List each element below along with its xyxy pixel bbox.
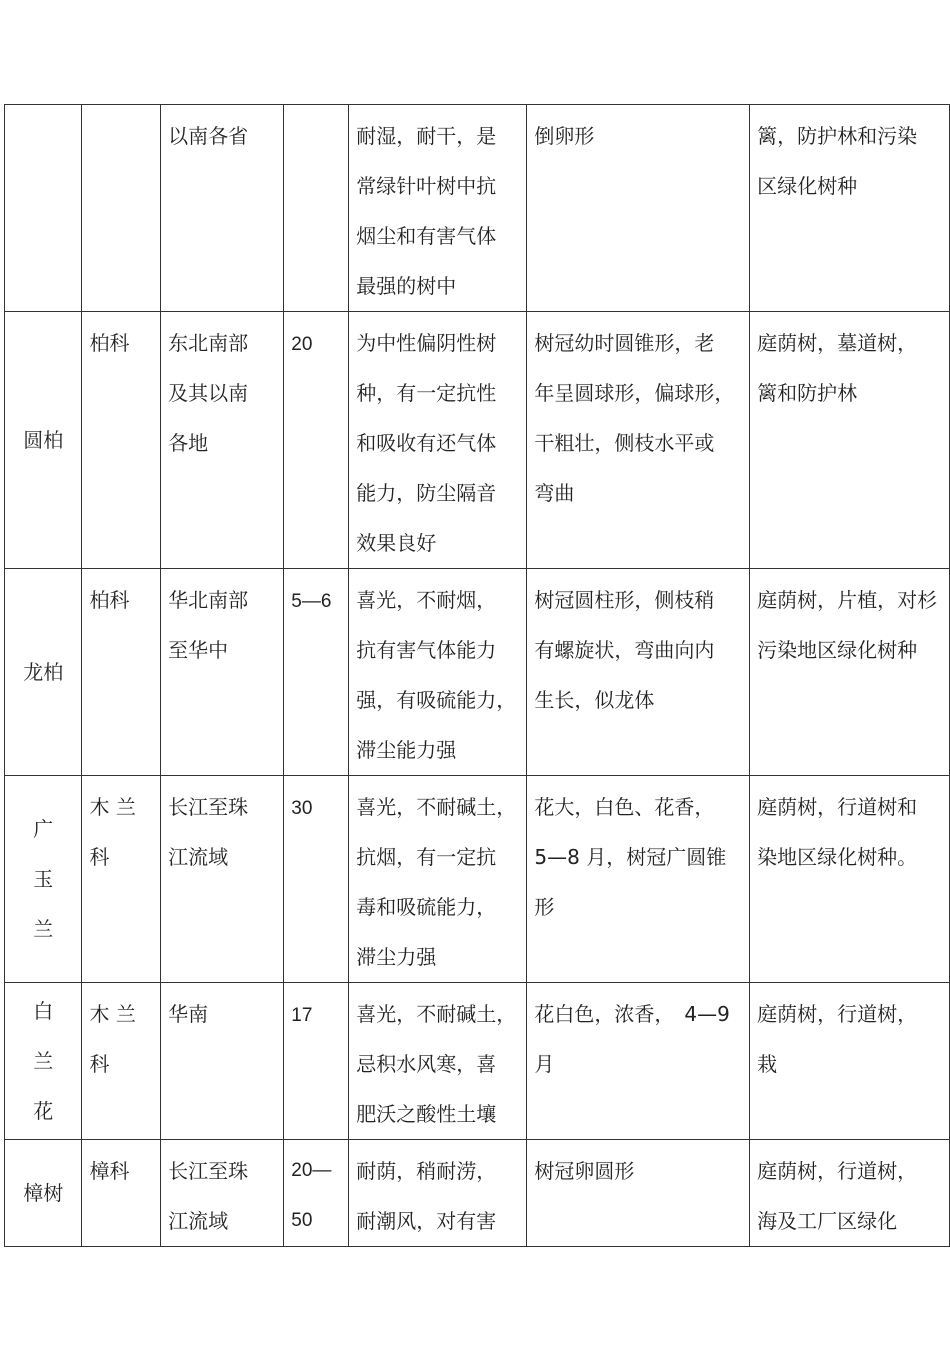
tree-name-cell [5, 105, 82, 312]
region-cell [161, 983, 284, 1140]
height-line: 50 [291, 1210, 313, 1231]
habit-line: 抗有害气体能力 [356, 638, 497, 662]
habit-line: 和吸收有还气体 [356, 431, 497, 455]
form-line: 弯曲 [534, 481, 575, 505]
form-line: 树冠圆柱形，侧枝稍 [534, 588, 715, 612]
form-line: 生长，似龙体 [534, 688, 655, 712]
habit-cell [349, 1140, 527, 1247]
tree-name-cell [5, 312, 82, 569]
form-line: 花大，白色、花香， [534, 795, 715, 819]
family-cell [82, 569, 161, 776]
use-cell [750, 1140, 950, 1247]
tree-name-cell [5, 983, 82, 1140]
region-line: 江流域 [168, 845, 229, 869]
region-cell [161, 1140, 284, 1247]
family-line: 木 兰 [89, 795, 136, 819]
tree-name-char: 广 [33, 817, 54, 841]
region-text: 以南各省 [168, 124, 249, 148]
habit-cell [349, 569, 527, 776]
table-row [5, 569, 950, 776]
height-cell [284, 312, 349, 569]
region-line: 长江至珠 [168, 795, 249, 819]
height-line: 20— [291, 1160, 332, 1181]
tree-name-char: 玉 [33, 867, 54, 891]
region-line: 华南 [168, 1002, 209, 1026]
tree-name-cell [5, 1140, 82, 1247]
height-value: 5—6 [291, 591, 332, 612]
use-line: 栽 [757, 1052, 778, 1076]
family-cell [82, 1140, 161, 1247]
form-line: 月 [534, 1052, 555, 1076]
habit-line: 喜光，不耐烟， [356, 588, 497, 612]
form-line: 倒卵形 [534, 124, 595, 148]
form-line: 干粗壮，侧枝水平或 [534, 431, 715, 455]
tree-name: 龙柏 [23, 660, 64, 684]
region-line: 各地 [168, 431, 209, 455]
height-cell [284, 569, 349, 776]
habit-line: 耐潮风，对有害 [356, 1209, 497, 1233]
family-line: 科 [89, 1052, 110, 1076]
use-cell [750, 105, 950, 312]
use-cell [750, 983, 950, 1140]
family-cell [82, 312, 161, 569]
habit-line: 最强的树中 [356, 274, 457, 298]
region-cell [161, 105, 284, 312]
family-text: 柏科 [89, 588, 130, 612]
form-cell [527, 1140, 750, 1247]
habit-line: 抗烟，有一定抗 [356, 845, 497, 869]
form-cell [527, 569, 750, 776]
height-value: 30 [291, 798, 313, 819]
use-line: 庭荫树，墓道树， [757, 331, 918, 355]
tree-name: 圆柏 [23, 428, 64, 452]
use-line: 庭荫树，行道树和 [757, 795, 918, 819]
habit-line: 种，有一定抗性 [356, 381, 497, 405]
habit-cell [349, 983, 527, 1140]
use-line: 庭荫树，行道树， [757, 1159, 918, 1183]
tree-name-char: 白 [33, 999, 54, 1023]
family-cell [82, 105, 161, 312]
form-cell [527, 983, 750, 1140]
use-cell [750, 776, 950, 983]
tree-name: 樟树 [23, 1181, 64, 1205]
region-cell [161, 776, 284, 983]
region-line: 东北南部 [168, 331, 249, 355]
use-line: 海及工厂区绿化 [757, 1209, 898, 1233]
table-row [5, 1140, 950, 1247]
habit-line: 耐荫，稍耐涝， [356, 1159, 497, 1183]
habit-line: 忌积水风寒，喜 [356, 1052, 497, 1076]
habit-cell [349, 312, 527, 569]
use-cell [750, 569, 950, 776]
use-line: 庭荫树，行道树， [757, 1002, 918, 1026]
habit-line: 效果良好 [356, 531, 437, 555]
use-line: 篱，防护林和污染 [757, 124, 918, 148]
form-line: 树冠幼时圆锥形，老 [534, 331, 715, 355]
form-line: 花白色，浓香， 4—9 [534, 1002, 730, 1026]
height-cell [284, 105, 349, 312]
habit-line: 喜光，不耐碱土， [356, 795, 517, 819]
tree-name-cell [5, 569, 82, 776]
form-cell [527, 776, 750, 983]
region-line: 至华中 [168, 638, 229, 662]
habit-line: 滞尘能力强 [356, 738, 457, 762]
height-cell [284, 1140, 349, 1247]
region-line: 长江至珠 [168, 1159, 249, 1183]
family-cell [82, 776, 161, 983]
family-cell [82, 983, 161, 1140]
form-line: 有螺旋状，弯曲向内 [534, 638, 715, 662]
habit-line: 肥沃之酸性土壤 [356, 1102, 497, 1126]
family-line: 科 [89, 845, 110, 869]
region-cell [161, 312, 284, 569]
form-line: 形 [534, 895, 555, 919]
use-line: 庭荫树，片植，对杉 [757, 588, 938, 612]
form-line: 年呈圆球形，偏球形， [534, 381, 735, 405]
use-line: 污染地区绿化树种 [757, 638, 918, 662]
region-line: 江流域 [168, 1209, 229, 1233]
tree-name-cell [5, 776, 82, 983]
family-line: 木 兰 [89, 1002, 136, 1026]
use-line: 篱和防护林 [757, 381, 858, 405]
habit-line: 能力，防尘隔音 [356, 481, 497, 505]
habit-line: 毒和吸硫能力， [356, 895, 497, 919]
habit-line: 滞尘力强 [356, 945, 437, 969]
habit-line: 耐湿，耐干，是 [356, 124, 497, 148]
table-row [5, 312, 950, 569]
table-row [5, 983, 950, 1140]
region-cell [161, 569, 284, 776]
form-line: 树冠卵圆形 [534, 1159, 635, 1183]
family-text: 樟科 [89, 1159, 130, 1183]
table-row [5, 105, 950, 312]
tree-name-char: 花 [33, 1099, 54, 1123]
use-cell [750, 312, 950, 569]
height-cell [284, 983, 349, 1140]
habit-cell [349, 776, 527, 983]
tree-species-table [4, 104, 950, 1247]
use-line: 区绿化树种 [757, 174, 858, 198]
table-row [5, 776, 950, 983]
use-line: 染地区绿化树种。 [757, 845, 918, 869]
region-line: 华北南部 [168, 588, 249, 612]
region-line: 及其以南 [168, 381, 249, 405]
habit-line: 为中性偏阴性树 [356, 331, 497, 355]
habit-cell [349, 105, 527, 312]
height-value: 20 [291, 334, 313, 355]
habit-line: 烟尘和有害气体 [356, 224, 497, 248]
tree-name-char: 兰 [33, 917, 54, 941]
habit-line: 喜光，不耐碱土， [356, 1002, 517, 1026]
tree-name-char: 兰 [33, 1049, 54, 1073]
height-cell [284, 776, 349, 983]
habit-line: 强，有吸硫能力， [356, 688, 517, 712]
habit-line: 常绿针叶树中抗 [356, 174, 497, 198]
family-text: 柏科 [89, 331, 130, 355]
form-cell [527, 312, 750, 569]
form-cell [527, 105, 750, 312]
height-value: 17 [291, 1005, 313, 1026]
form-line: 5—8 月，树冠广圆锥 [534, 845, 727, 869]
